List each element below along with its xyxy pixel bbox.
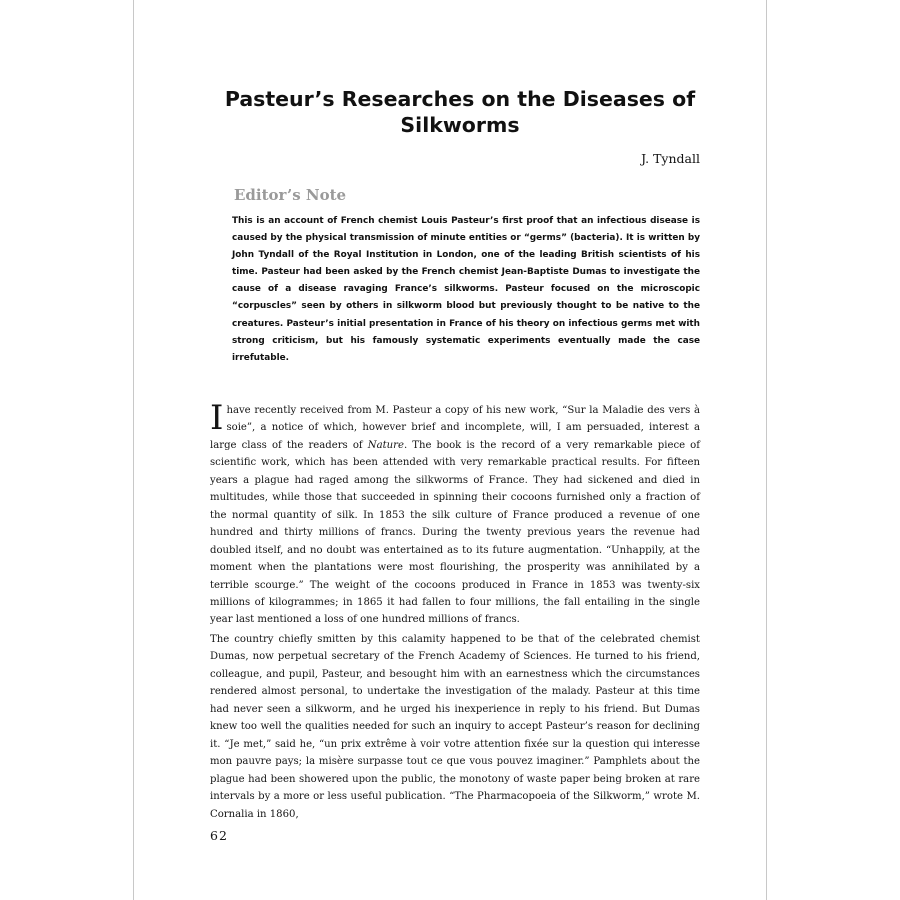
journal-name-italic: Nature xyxy=(367,439,404,451)
editors-note-heading: Editor’s Note xyxy=(234,186,347,204)
drop-cap: I xyxy=(210,398,224,438)
article-title: Pasteur’s Researches on the Diseases of Silkworms xyxy=(224,87,696,137)
page-number: 62 xyxy=(210,828,228,843)
author-byline: J. Tyndall xyxy=(641,151,700,166)
editors-note-body: This is an account of French chemist Louis Pasteur’s first proof that an infectious disease is caused by the physical transmission of minute entities or “germs” (bacteria). It is written by John Tyndall of the Royal Institution in London, one of the leading British scientists of his time. Pasteur had been asked by the French chemist Jean-Baptiste Dumas to investigate the cause of a disease ravaging France’s silkworms. Pasteur focused on the microscopic “corpuscles” seen by others in silkworm blood but previously thought to be native to the creatures. Pasteur’s initial presentation in France of his theory on infectious germs met with strong criticism, but his famously systematic experiments eventually made the case irrefutable. xyxy=(232,216,700,363)
paragraph-1-text-b: . The book is the record of a very remarkable piece of scientific work, which has been attended with very remarkable practical results. For fifteen years a plague had raged among the silkworms of France. They had sickened and died in multitudes, while those that succeeded in spinning their cocoons furnished only a fraction of the normal quantity of silk. In 1853 the silk culture of France produced a revenue of one hundred and thirty millions of francs. During the twenty previous years the revenue had doubled itself, and no doubt was entertained as to its future augmentation. “Unhappily, at the moment when the plantations were most flourishing, the prosperity was annihilated by a terrible scourge.” The weight of the cocoons produced in France in 1853 was twenty-six millions of kilogrammes; in 1865 it had fallen to four millions, the fall entailing in the single year last mentioned a loss of one hundred millions of francs. xyxy=(210,439,700,626)
paragraph-1-text-a: have recently received from M. Pasteur a copy of his new work, “Sur la Maladie des vers à soie”, a notice of which, however brief and incomplete, will, I am persuaded, interest a large class of the readers of xyxy=(210,405,700,451)
body-paragraph-1 xyxy=(210,398,700,629)
body-paragraph-2: The country chiefly smitten by this calamity happened to be that of the celebrated chemist Dumas, now perpetual secretary of the French Academy of Sciences. He turned to his friend, colleague, and pupil, Pasteur, and besought him with an earnestness which the circumstances rendered almost personal, to undertake the investigation of the malady. Pasteur at this time had never seen a silkworm, and he urged his inexperience in reply to his friend. But Dumas knew too well the qualities needed for such an inquiry to accept Pasteur’s reason for declining it. “Je met,” said he, “un prix extrême à voir votre attention fixée sur la question qui interesse mon pauvre pays; la misère surpasse tout ce que vous pouvez imaginer.” Pamphlets about the plague had been showered upon the public, the monotony of waste paper being broken at rare intervals by a more or less useful publication. “The Pharmacopoeia of the Silkworm,” wrote M. Cornalia in 1860, xyxy=(210,634,700,820)
